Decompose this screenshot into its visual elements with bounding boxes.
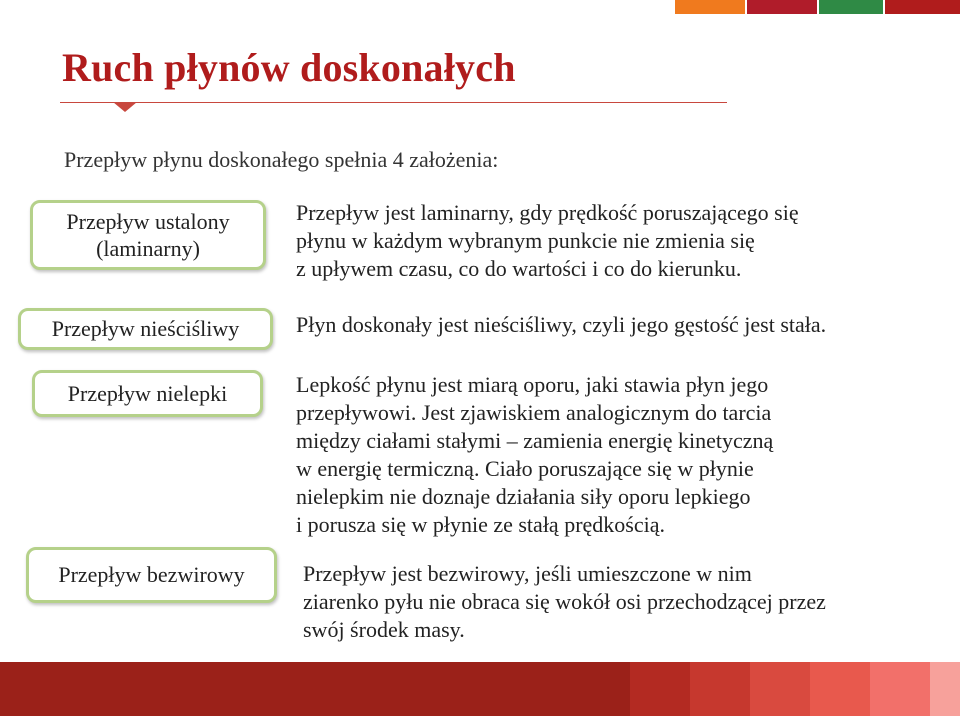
description-line: w energię termiczną. Ciało poruszające się w płynie [296, 456, 754, 481]
intro-text: Przepływ płynu doskonałego spełnia 4 założenia: [64, 147, 499, 172]
top-color-strip [675, 0, 960, 14]
label-line: Przepływ nieściśliwy [51, 316, 240, 342]
title-underline-notch [113, 102, 137, 112]
description-steady-flow [296, 199, 896, 283]
description-line: przepływowi. Jest zjawiskiem analogicznym do tarcia [296, 400, 772, 425]
band-segment [930, 662, 960, 716]
description-line: z upływem czasu, co do wartości i co do kierunku. [296, 256, 742, 281]
description-line: i porusza się w płynie ze stałą prędkością. [296, 512, 665, 537]
label-line: Przepływ ustalony [66, 208, 230, 234]
description-line: swój środek masy. [303, 617, 465, 642]
label-line: Przepływ nielepki [67, 380, 228, 406]
label-box-inviscid-flow [32, 370, 263, 417]
label-box-steady-flow [30, 200, 266, 270]
description-line: płynu w każdym wybranym punkcie nie zmienia się [296, 228, 755, 253]
bottom-color-band [0, 662, 960, 716]
band-segment [630, 662, 690, 716]
description-line: Płyn doskonały jest nieściśliwy, czyli jego gęstość jest stała. [296, 312, 827, 337]
strip-segment-orange [675, 0, 745, 14]
description-line: Lepkość płynu jest miarą oporu, jaki stawia płyn jego [296, 372, 769, 397]
description-line: Przepływ jest laminarny, gdy prędkość poruszającego się [296, 200, 799, 225]
band-main [0, 662, 630, 716]
band-segment [690, 662, 750, 716]
band-segment [810, 662, 870, 716]
label-line: (laminarny) [96, 236, 200, 261]
description-line: między ciałami stałymi – zamienia energię kinetyczną [296, 428, 774, 453]
description-irrotational-flow [303, 560, 943, 644]
title-underline [60, 102, 727, 103]
description-line: nielepkim nie doznaje działania siły oporu lepkiego [296, 484, 751, 509]
slide-title: Ruch płynów doskonałych [62, 45, 516, 90]
strip-segment-red [747, 0, 817, 14]
description-inviscid-flow [296, 371, 896, 539]
label-box-incompressible-flow [18, 308, 273, 350]
description-line: ziarenko pyłu nie obraca się wokół osi przechodzącej przez [303, 589, 826, 614]
label-box-irrotational-flow [26, 547, 277, 603]
strip-segment-darkred [885, 0, 960, 14]
description-incompressible-flow [296, 311, 896, 339]
description-line: Przepływ jest bezwirowy, jeśli umieszczone w nim [303, 561, 752, 586]
label-line: Przepływ bezwirowy [58, 562, 245, 588]
band-segment [750, 662, 810, 716]
band-segment [870, 662, 930, 716]
strip-segment-green [819, 0, 883, 14]
